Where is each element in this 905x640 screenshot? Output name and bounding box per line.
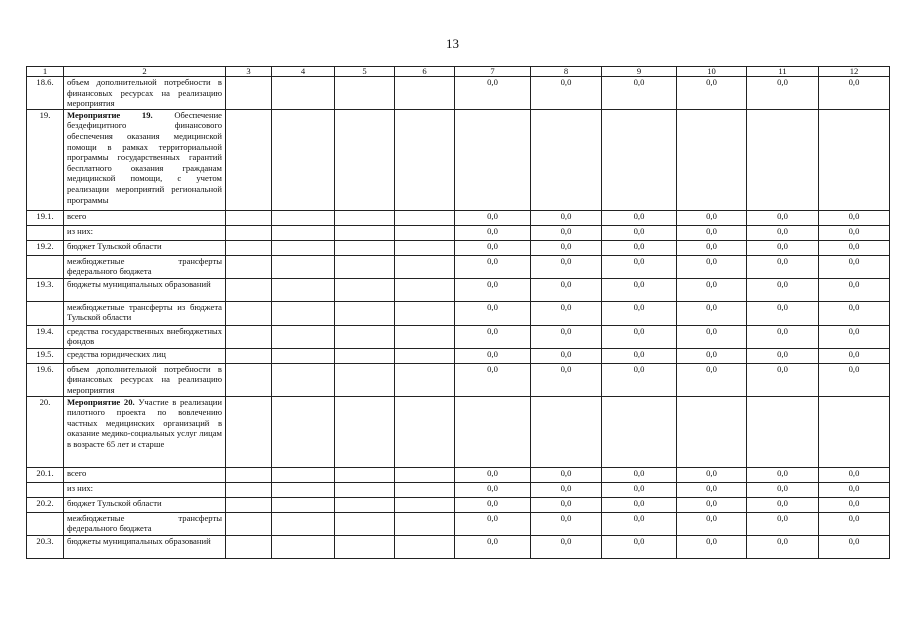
value-cell: 0,0 (747, 77, 819, 110)
empty-cell (395, 109, 455, 210)
empty-cell (335, 467, 395, 482)
value-cell: 0,0 (819, 278, 890, 301)
value-cell: 0,0 (455, 363, 531, 396)
value-cell (455, 109, 531, 210)
empty-cell (226, 497, 272, 512)
empty-cell (395, 278, 455, 301)
table-row (27, 512, 890, 535)
value-cell: 0,0 (747, 535, 819, 558)
value-cell: 0,0 (455, 535, 531, 558)
value-cell: 0,0 (677, 255, 747, 278)
row-number: 19.3. (27, 278, 64, 301)
value-cell (677, 396, 747, 467)
row-number: 18.6. (27, 77, 64, 110)
value-cell: 0,0 (531, 348, 602, 363)
empty-cell (272, 482, 335, 497)
measure-text: Участие в реализации пилотного проекта по вовлечению частных медицинских организаций в оказание медико-социальных услуг лицам в возрасте 65 лет и старше (67, 396, 222, 449)
value-cell: 0,0 (677, 363, 747, 396)
value-cell: 0,0 (455, 255, 531, 278)
value-cell: 0,0 (531, 535, 602, 558)
header-cell: 7 (455, 67, 531, 77)
table-row (27, 240, 890, 255)
table-row (27, 77, 890, 110)
header-cell: 6 (395, 67, 455, 77)
value-cell: 0,0 (602, 225, 677, 240)
value-cell: 0,0 (819, 467, 890, 482)
empty-cell (335, 512, 395, 535)
value-cell: 0,0 (819, 497, 890, 512)
value-cell: 0,0 (531, 225, 602, 240)
value-cell: 0,0 (677, 535, 747, 558)
row-description: средства юридических лиц (64, 348, 226, 363)
value-cell: 0,0 (602, 535, 677, 558)
empty-cell (272, 77, 335, 110)
value-cell: 0,0 (819, 535, 890, 558)
empty-cell (226, 301, 272, 325)
value-cell: 0,0 (747, 240, 819, 255)
row-number (27, 255, 64, 278)
value-cell: 0,0 (819, 325, 890, 348)
value-cell: 0,0 (677, 348, 747, 363)
value-cell: 0,0 (602, 240, 677, 255)
empty-cell (272, 325, 335, 348)
empty-cell (226, 255, 272, 278)
header-cell: 1 (27, 67, 64, 77)
row-number: 20. (27, 396, 64, 467)
value-cell: 0,0 (602, 467, 677, 482)
value-cell: 0,0 (677, 301, 747, 325)
table-row (27, 278, 890, 301)
table-row (27, 363, 890, 396)
value-cell: 0,0 (531, 363, 602, 396)
value-cell: 0,0 (455, 325, 531, 348)
empty-cell (226, 240, 272, 255)
measure-text: Обеспечение бездефицитного финансового обеспечения оказания медицинской помощи в рамках территориальной программы государственных гарантий бесплатного оказания гражданам медицинской помощи, с учетом реализации мероприятий региональной программы (67, 109, 222, 205)
value-cell: 0,0 (819, 240, 890, 255)
empty-cell (335, 225, 395, 240)
empty-cell (335, 348, 395, 363)
empty-cell (335, 482, 395, 497)
value-cell: 0,0 (677, 225, 747, 240)
table-row (27, 467, 890, 482)
value-cell: 0,0 (455, 77, 531, 110)
row-number: 19.2. (27, 240, 64, 255)
empty-cell (226, 278, 272, 301)
row-description: всего (64, 210, 226, 225)
row-number (27, 225, 64, 240)
row-number (27, 482, 64, 497)
value-cell: 0,0 (455, 348, 531, 363)
table-row (27, 325, 890, 348)
value-cell (455, 396, 531, 467)
empty-cell (395, 482, 455, 497)
value-cell: 0,0 (455, 240, 531, 255)
value-cell (531, 109, 602, 210)
empty-cell (395, 325, 455, 348)
empty-cell (226, 325, 272, 348)
empty-cell (335, 363, 395, 396)
value-cell (747, 109, 819, 210)
row-number (27, 301, 64, 325)
value-cell (677, 109, 747, 210)
row-description: бюджеты муниципальных образований (64, 535, 226, 558)
header-row (27, 67, 890, 77)
empty-cell (226, 482, 272, 497)
empty-cell (272, 225, 335, 240)
row-description (64, 396, 226, 467)
value-cell: 0,0 (531, 467, 602, 482)
value-cell (602, 109, 677, 210)
header-cell: 11 (747, 67, 819, 77)
value-cell: 0,0 (602, 278, 677, 301)
value-cell: 0,0 (747, 255, 819, 278)
row-number (27, 512, 64, 535)
empty-cell (272, 535, 335, 558)
empty-cell (395, 301, 455, 325)
value-cell: 0,0 (677, 77, 747, 110)
value-cell: 0,0 (602, 301, 677, 325)
value-cell: 0,0 (819, 363, 890, 396)
empty-cell (226, 348, 272, 363)
row-description: межбюджетные трансферты федерального бюджета (64, 255, 226, 278)
empty-cell (272, 512, 335, 535)
value-cell: 0,0 (602, 497, 677, 512)
empty-cell (395, 255, 455, 278)
empty-cell (395, 210, 455, 225)
value-cell: 0,0 (747, 278, 819, 301)
value-cell: 0,0 (455, 210, 531, 225)
table-row (27, 396, 890, 467)
value-cell: 0,0 (602, 363, 677, 396)
empty-cell (272, 255, 335, 278)
header-cell: 9 (602, 67, 677, 77)
table-row (27, 482, 890, 497)
financing-table (26, 66, 890, 559)
header-cell: 4 (272, 67, 335, 77)
value-cell: 0,0 (602, 482, 677, 497)
value-cell: 0,0 (747, 325, 819, 348)
value-cell: 0,0 (747, 210, 819, 225)
empty-cell (335, 240, 395, 255)
value-cell: 0,0 (531, 240, 602, 255)
value-cell: 0,0 (747, 497, 819, 512)
measure-title: Мероприятие 20. (67, 396, 135, 407)
value-cell: 0,0 (455, 482, 531, 497)
value-cell: 0,0 (677, 482, 747, 497)
empty-cell (226, 396, 272, 467)
empty-cell (335, 278, 395, 301)
empty-cell (395, 396, 455, 467)
empty-cell (335, 301, 395, 325)
empty-cell (272, 467, 335, 482)
value-cell: 0,0 (819, 255, 890, 278)
empty-cell (272, 363, 335, 396)
empty-cell (226, 535, 272, 558)
value-cell: 0,0 (531, 77, 602, 110)
table-row (27, 255, 890, 278)
table-body (27, 67, 890, 559)
empty-cell (395, 467, 455, 482)
header-cell: 10 (677, 67, 747, 77)
empty-cell (226, 512, 272, 535)
row-description: объем дополнительной потребности в финансовых ресурсах на реализацию мероприятия (64, 363, 226, 396)
table-row (27, 210, 890, 225)
empty-cell (272, 278, 335, 301)
value-cell: 0,0 (531, 278, 602, 301)
value-cell: 0,0 (455, 467, 531, 482)
measure-title: Мероприятие 19. (67, 109, 153, 120)
row-description: межбюджетные трансферты федерального бюджета (64, 512, 226, 535)
value-cell: 0,0 (455, 301, 531, 325)
value-cell: 0,0 (747, 301, 819, 325)
empty-cell (226, 210, 272, 225)
value-cell: 0,0 (455, 278, 531, 301)
empty-cell (335, 535, 395, 558)
row-number: 19.5. (27, 348, 64, 363)
value-cell: 0,0 (747, 482, 819, 497)
value-cell: 0,0 (602, 512, 677, 535)
empty-cell (395, 512, 455, 535)
value-cell (819, 396, 890, 467)
value-cell: 0,0 (677, 278, 747, 301)
value-cell: 0,0 (677, 512, 747, 535)
empty-cell (395, 348, 455, 363)
row-number: 19.4. (27, 325, 64, 348)
table-row (27, 535, 890, 558)
table-row (27, 348, 890, 363)
row-description: средства государственных внебюджетных фондов (64, 325, 226, 348)
value-cell: 0,0 (819, 225, 890, 240)
value-cell: 0,0 (531, 325, 602, 348)
empty-cell (335, 396, 395, 467)
header-cell: 3 (226, 67, 272, 77)
row-description: бюджет Тульской области (64, 240, 226, 255)
table-row (27, 225, 890, 240)
empty-cell (226, 225, 272, 240)
empty-cell (335, 497, 395, 512)
value-cell: 0,0 (455, 497, 531, 512)
empty-cell (272, 210, 335, 225)
empty-cell (395, 363, 455, 396)
empty-cell (395, 225, 455, 240)
value-cell: 0,0 (747, 363, 819, 396)
table-row (27, 301, 890, 325)
value-cell: 0,0 (531, 482, 602, 497)
empty-cell (226, 363, 272, 396)
empty-cell (272, 396, 335, 467)
value-cell: 0,0 (677, 240, 747, 255)
row-description: из них: (64, 225, 226, 240)
page-number: 13 (446, 36, 459, 51)
value-cell: 0,0 (602, 348, 677, 363)
value-cell: 0,0 (747, 512, 819, 535)
value-cell: 0,0 (677, 325, 747, 348)
empty-cell (272, 301, 335, 325)
value-cell: 0,0 (747, 348, 819, 363)
empty-cell (335, 255, 395, 278)
value-cell: 0,0 (819, 348, 890, 363)
value-cell: 0,0 (819, 512, 890, 535)
header-cell: 5 (335, 67, 395, 77)
value-cell: 0,0 (677, 497, 747, 512)
empty-cell (395, 240, 455, 255)
empty-cell (335, 109, 395, 210)
empty-cell (226, 467, 272, 482)
empty-cell (272, 109, 335, 210)
value-cell: 0,0 (677, 210, 747, 225)
table-row (27, 497, 890, 512)
empty-cell (395, 77, 455, 110)
row-number: 19.1. (27, 210, 64, 225)
value-cell (602, 396, 677, 467)
header-cell: 2 (64, 67, 226, 77)
header-cell: 12 (819, 67, 890, 77)
row-description: всего (64, 467, 226, 482)
row-number: 20.1. (27, 467, 64, 482)
value-cell: 0,0 (819, 301, 890, 325)
row-description: объем дополнительной потребности в финансовых ресурсах на реализацию мероприятия (64, 77, 226, 110)
value-cell: 0,0 (531, 301, 602, 325)
row-description: бюджеты муниципальных образований (64, 278, 226, 301)
row-description: бюджет Тульской области (64, 497, 226, 512)
row-number: 20.2. (27, 497, 64, 512)
row-number: 19. (27, 109, 64, 210)
empty-cell (395, 497, 455, 512)
value-cell: 0,0 (677, 467, 747, 482)
value-cell: 0,0 (602, 210, 677, 225)
empty-cell (226, 77, 272, 110)
value-cell: 0,0 (747, 225, 819, 240)
value-cell: 0,0 (819, 210, 890, 225)
empty-cell (335, 325, 395, 348)
row-number: 19.6. (27, 363, 64, 396)
value-cell: 0,0 (819, 482, 890, 497)
table-row (27, 109, 890, 210)
header-cell: 8 (531, 67, 602, 77)
value-cell: 0,0 (747, 467, 819, 482)
value-cell: 0,0 (602, 77, 677, 110)
value-cell: 0,0 (602, 325, 677, 348)
value-cell: 0,0 (455, 225, 531, 240)
value-cell (819, 109, 890, 210)
empty-cell (335, 77, 395, 110)
value-cell: 0,0 (531, 512, 602, 535)
value-cell: 0,0 (531, 497, 602, 512)
empty-cell (395, 535, 455, 558)
row-number: 20.3. (27, 535, 64, 558)
row-description (64, 109, 226, 210)
empty-cell (335, 210, 395, 225)
value-cell: 0,0 (602, 255, 677, 278)
value-cell: 0,0 (531, 255, 602, 278)
value-cell (747, 396, 819, 467)
empty-cell (226, 109, 272, 210)
row-description: межбюджетные трансферты из бюджета Тульской области (64, 301, 226, 325)
row-description: из них: (64, 482, 226, 497)
empty-cell (272, 348, 335, 363)
value-cell: 0,0 (455, 512, 531, 535)
value-cell (531, 396, 602, 467)
empty-cell (272, 240, 335, 255)
value-cell: 0,0 (819, 77, 890, 110)
value-cell: 0,0 (531, 210, 602, 225)
empty-cell (272, 497, 335, 512)
